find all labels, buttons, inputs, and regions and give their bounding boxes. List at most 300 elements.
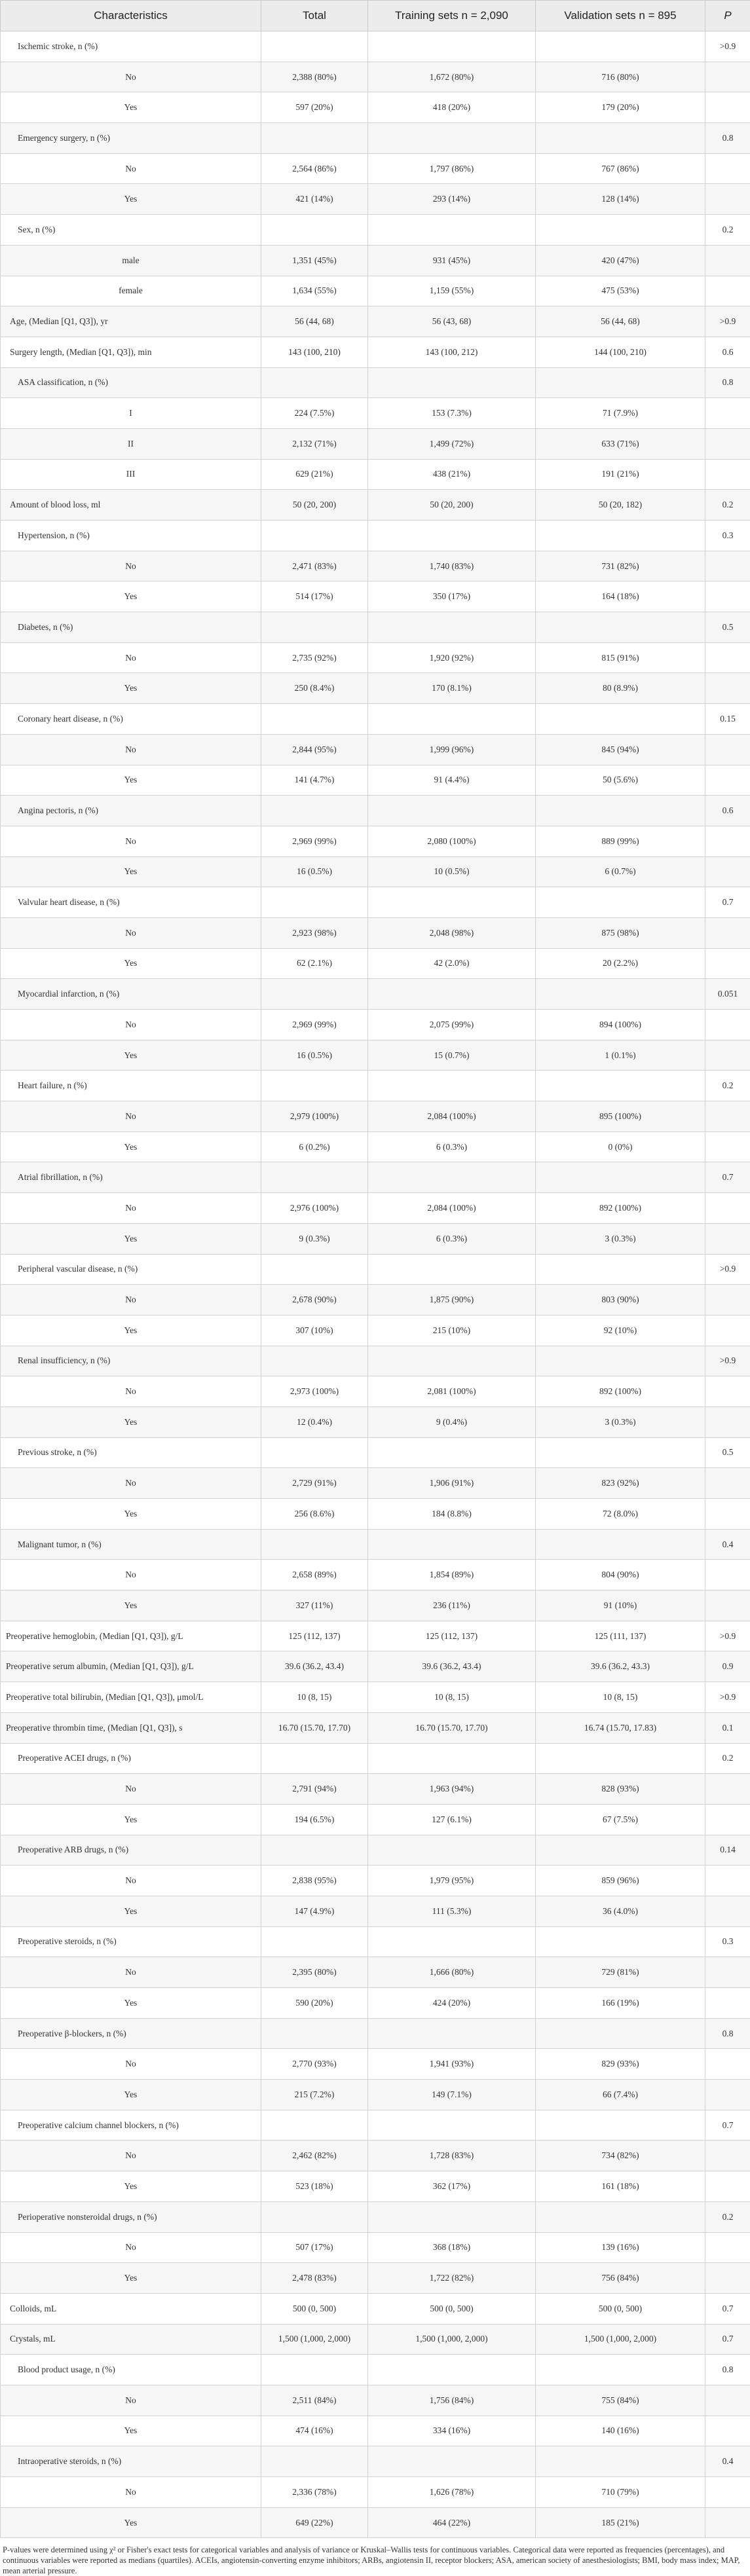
validation-cell: 10 (8, 15) xyxy=(536,1682,705,1713)
validation-cell: 91 (10%) xyxy=(536,1591,705,1621)
total-cell: 2,395 (80%) xyxy=(261,1957,368,1988)
p-value-cell xyxy=(705,673,750,704)
table-row xyxy=(1,2355,750,2385)
validation-cell: 50 (20, 182) xyxy=(536,490,705,521)
characteristic-cell: No xyxy=(1,1560,261,1591)
training-cell: 6 (0.3%) xyxy=(368,1223,536,1254)
validation-cell xyxy=(536,1835,705,1866)
validation-cell: 756 (84%) xyxy=(536,2263,705,2294)
table-row xyxy=(1,1315,750,1346)
training-cell: 293 (14%) xyxy=(368,184,536,215)
training-cell: 1,666 (80%) xyxy=(368,1957,536,1988)
total-cell: 507 (17%) xyxy=(261,2232,368,2263)
training-cell: 1,920 (92%) xyxy=(368,642,536,673)
characteristic-cell: No xyxy=(1,917,261,948)
total-cell xyxy=(261,2201,368,2232)
table-row xyxy=(1,276,750,306)
total-cell: 194 (6.5%) xyxy=(261,1804,368,1835)
characteristic-cell: Ischemic stroke, n (%) xyxy=(1,31,261,62)
table-row xyxy=(1,1651,750,1682)
p-value-cell: 0.5 xyxy=(705,1437,750,1468)
table-row xyxy=(1,1407,750,1437)
characteristic-cell: Yes xyxy=(1,2263,261,2294)
total-cell: 327 (11%) xyxy=(261,1591,368,1621)
table-row xyxy=(1,1591,750,1621)
validation-cell: 1,500 (1,000, 2,000) xyxy=(536,2324,705,2355)
table-row xyxy=(1,1132,750,1162)
p-value-cell: 0.7 xyxy=(705,2293,750,2324)
total-cell: 2,388 (80%) xyxy=(261,62,368,92)
training-cell: 2,084 (100%) xyxy=(368,1101,536,1132)
training-cell: 1,722 (82%) xyxy=(368,2263,536,2294)
validation-cell: 729 (81%) xyxy=(536,1957,705,1988)
p-value-cell: 0.8 xyxy=(705,2355,750,2385)
p-value-cell: 0.7 xyxy=(705,1162,750,1193)
table-row xyxy=(1,1560,750,1591)
table-row xyxy=(1,2018,750,2049)
p-value-cell xyxy=(705,2049,750,2080)
training-cell: 236 (11%) xyxy=(368,1591,536,1621)
training-cell: 1,797 (86%) xyxy=(368,153,536,184)
table-row xyxy=(1,490,750,521)
training-cell: 2,048 (98%) xyxy=(368,917,536,948)
p-value-cell xyxy=(705,398,750,429)
training-cell: 2,075 (99%) xyxy=(368,1010,536,1040)
total-cell: 2,838 (95%) xyxy=(261,1866,368,1896)
characteristic-cell: No xyxy=(1,2141,261,2171)
total-cell xyxy=(261,521,368,551)
validation-cell: 892 (100%) xyxy=(536,1376,705,1407)
training-cell: 2,080 (100%) xyxy=(368,826,536,856)
validation-cell: 6 (0.7%) xyxy=(536,856,705,887)
validation-cell: 845 (94%) xyxy=(536,734,705,765)
p-value-cell xyxy=(705,551,750,581)
total-cell: 514 (17%) xyxy=(261,581,368,612)
total-cell: 474 (16%) xyxy=(261,2416,368,2446)
table-row xyxy=(1,856,750,887)
training-cell xyxy=(368,31,536,62)
table-row xyxy=(1,1254,750,1285)
p-value-cell xyxy=(705,2477,750,2508)
characteristic-cell: Yes xyxy=(1,673,261,704)
training-cell xyxy=(368,1743,536,1774)
total-cell: 39.6 (36.2, 43.4) xyxy=(261,1651,368,1682)
validation-cell: 36 (4.0%) xyxy=(536,1896,705,1926)
p-value-cell xyxy=(705,642,750,673)
validation-cell: 71 (7.9%) xyxy=(536,398,705,429)
table-row xyxy=(1,1040,750,1071)
total-cell: 597 (20%) xyxy=(261,92,368,123)
validation-cell: 66 (7.4%) xyxy=(536,2080,705,2110)
validation-cell xyxy=(536,2110,705,2141)
table-row xyxy=(1,581,750,612)
p-value-cell xyxy=(705,948,750,979)
characteristic-cell: III xyxy=(1,459,261,490)
total-cell: 2,471 (83%) xyxy=(261,551,368,581)
training-cell: 170 (8.1%) xyxy=(368,673,536,704)
validation-cell: 139 (16%) xyxy=(536,2232,705,2263)
characteristic-cell: No xyxy=(1,551,261,581)
total-cell xyxy=(261,2446,368,2477)
characteristic-cell: Yes xyxy=(1,1223,261,1254)
p-value-cell xyxy=(705,1774,750,1805)
table-row xyxy=(1,2385,750,2416)
header-p-value: P xyxy=(705,1,750,31)
p-value-cell: 0.051 xyxy=(705,979,750,1010)
characteristic-cell: Preoperative thrombin time, (Median [Q1, Q3]), s xyxy=(1,1712,261,1743)
p-value-cell xyxy=(705,1866,750,1896)
characteristic-cell: No xyxy=(1,1285,261,1316)
validation-cell xyxy=(536,2018,705,2049)
validation-cell: 710 (79%) xyxy=(536,2477,705,2508)
p-value-cell xyxy=(705,62,750,92)
total-cell xyxy=(261,1437,368,1468)
total-cell xyxy=(261,1926,368,1957)
training-cell xyxy=(368,1835,536,1866)
validation-cell xyxy=(536,31,705,62)
training-cell xyxy=(368,2201,536,2232)
validation-cell xyxy=(536,612,705,643)
table-row xyxy=(1,62,750,92)
p-value-cell: 0.9 xyxy=(705,1651,750,1682)
table-row xyxy=(1,948,750,979)
p-value-cell xyxy=(705,2385,750,2416)
p-value-cell: 0.15 xyxy=(705,704,750,735)
validation-cell xyxy=(536,2201,705,2232)
characteristic-cell: Peripheral vascular disease, n (%) xyxy=(1,1254,261,1285)
characteristic-cell: Preoperative total bilirubin, (Median [Q1, Q3]), μmol/L xyxy=(1,1682,261,1713)
training-cell: 127 (6.1%) xyxy=(368,1804,536,1835)
characteristic-cell: Yes xyxy=(1,1132,261,1162)
p-value-cell xyxy=(705,92,750,123)
table-row xyxy=(1,1499,750,1530)
validation-cell: 50 (5.6%) xyxy=(536,765,705,796)
p-value-cell xyxy=(705,1591,750,1621)
total-cell xyxy=(261,1529,368,1560)
validation-cell: 500 (0, 500) xyxy=(536,2293,705,2324)
validation-cell: 889 (99%) xyxy=(536,826,705,856)
p-value-cell: 0.2 xyxy=(705,2201,750,2232)
total-cell: 2,979 (100%) xyxy=(261,1101,368,1132)
training-cell xyxy=(368,612,536,643)
characteristic-cell: No xyxy=(1,153,261,184)
training-cell: 931 (45%) xyxy=(368,245,536,276)
characteristic-cell: Renal insufficiency, n (%) xyxy=(1,1346,261,1376)
p-value-cell xyxy=(705,1468,750,1499)
table-row xyxy=(1,184,750,215)
validation-cell xyxy=(536,1529,705,1560)
validation-cell: 128 (14%) xyxy=(536,184,705,215)
p-value-cell: 0.1 xyxy=(705,1712,750,1743)
table-row xyxy=(1,428,750,459)
table-row xyxy=(1,1926,750,1957)
training-cell: 91 (4.4%) xyxy=(368,765,536,796)
table-row xyxy=(1,398,750,429)
table-row xyxy=(1,1101,750,1132)
total-cell: 224 (7.5%) xyxy=(261,398,368,429)
table-row xyxy=(1,1621,750,1651)
table-row xyxy=(1,642,750,673)
p-value-cell xyxy=(705,734,750,765)
table-row xyxy=(1,1743,750,1774)
validation-cell: 475 (53%) xyxy=(536,276,705,306)
training-cell xyxy=(368,2018,536,2049)
validation-cell: 20 (2.2%) xyxy=(536,948,705,979)
p-value-cell xyxy=(705,826,750,856)
table-row xyxy=(1,765,750,796)
validation-cell xyxy=(536,887,705,918)
total-cell xyxy=(261,704,368,735)
total-cell: 307 (10%) xyxy=(261,1315,368,1346)
validation-cell xyxy=(536,2446,705,2477)
validation-cell: 164 (18%) xyxy=(536,581,705,612)
characteristic-cell: Previous stroke, n (%) xyxy=(1,1437,261,1468)
total-cell: 2,729 (91%) xyxy=(261,1468,368,1499)
table-row xyxy=(1,215,750,246)
table-row xyxy=(1,306,750,337)
validation-cell: 894 (100%) xyxy=(536,1010,705,1040)
total-cell: 2,658 (89%) xyxy=(261,1560,368,1591)
total-cell: 16.70 (15.70, 17.70) xyxy=(261,1712,368,1743)
training-cell xyxy=(368,2355,536,2385)
validation-cell xyxy=(536,1437,705,1468)
characteristic-cell: No xyxy=(1,1010,261,1040)
table-row xyxy=(1,1285,750,1316)
training-cell xyxy=(368,521,536,551)
training-cell xyxy=(368,704,536,735)
total-cell: 2,973 (100%) xyxy=(261,1376,368,1407)
training-cell: 153 (7.3%) xyxy=(368,398,536,429)
training-cell: 56 (43, 68) xyxy=(368,306,536,337)
characteristic-cell: No xyxy=(1,1376,261,1407)
training-cell: 6 (0.3%) xyxy=(368,1132,536,1162)
training-cell xyxy=(368,1529,536,1560)
training-cell xyxy=(368,1071,536,1101)
table-row xyxy=(1,1162,750,1193)
training-cell: 350 (17%) xyxy=(368,581,536,612)
total-cell: 629 (21%) xyxy=(261,459,368,490)
validation-cell: 179 (20%) xyxy=(536,92,705,123)
total-cell: 2,511 (84%) xyxy=(261,2385,368,2416)
p-value-cell xyxy=(705,2141,750,2171)
characteristic-cell: II xyxy=(1,428,261,459)
training-cell xyxy=(368,367,536,398)
characteristic-cell: Preoperative hemoglobin, (Median [Q1, Q3]), g/L xyxy=(1,1621,261,1651)
p-value-cell: 0.6 xyxy=(705,796,750,826)
training-cell: 1,500 (1,000, 2,000) xyxy=(368,2324,536,2355)
total-cell: 62 (2.1%) xyxy=(261,948,368,979)
table-footnote: P-values were determined using χ² or Fisher's exact tests for categorical variables and analysis of variance or Kruskal–Wallis tests for continuous variables. Categorical data were reported as frequencies (percentages), and continuous variables were reported as medians (quartiles). ACEIs, angiotensin-converting enzyme inhibitors; ARBs, angiotensin II, receptor blockers; ASA, american society of anesthesiologists; BMI, body mass index; MAP, mean arterial pressure. xyxy=(0,2538,750,2576)
p-value-cell xyxy=(705,1376,750,1407)
table-row xyxy=(1,551,750,581)
training-cell: 418 (20%) xyxy=(368,92,536,123)
p-value-cell xyxy=(705,153,750,184)
validation-cell: 755 (84%) xyxy=(536,2385,705,2416)
table-row xyxy=(1,1010,750,1040)
table-row xyxy=(1,2263,750,2294)
p-value-cell xyxy=(705,2232,750,2263)
table-row xyxy=(1,1957,750,1988)
p-value-cell xyxy=(705,2171,750,2202)
validation-cell xyxy=(536,979,705,1010)
training-cell xyxy=(368,979,536,1010)
total-cell: 141 (4.7%) xyxy=(261,765,368,796)
table-row xyxy=(1,887,750,918)
characteristic-cell: Yes xyxy=(1,856,261,887)
total-cell xyxy=(261,1162,368,1193)
validation-cell xyxy=(536,1346,705,1376)
validation-cell: 823 (92%) xyxy=(536,1468,705,1499)
total-cell: 421 (14%) xyxy=(261,184,368,215)
training-cell: 1,875 (90%) xyxy=(368,1285,536,1316)
validation-cell: 3 (0.3%) xyxy=(536,1407,705,1437)
characteristic-cell: Diabetes, n (%) xyxy=(1,612,261,643)
characteristic-cell: Yes xyxy=(1,1804,261,1835)
table-row xyxy=(1,979,750,1010)
table-row xyxy=(1,2324,750,2355)
table-row xyxy=(1,734,750,765)
table-row xyxy=(1,796,750,826)
training-cell: 50 (20, 200) xyxy=(368,490,536,521)
training-cell: 149 (7.1%) xyxy=(368,2080,536,2110)
training-cell: 2,081 (100%) xyxy=(368,1376,536,1407)
total-cell: 125 (112, 137) xyxy=(261,1621,368,1651)
header-validation-sets: Validation sets n = 895 xyxy=(536,1,705,31)
training-cell: 368 (18%) xyxy=(368,2232,536,2263)
characteristic-cell: No xyxy=(1,826,261,856)
total-cell: 500 (0, 500) xyxy=(261,2293,368,2324)
table-row xyxy=(1,1682,750,1713)
training-cell: 125 (112, 137) xyxy=(368,1621,536,1651)
p-value-cell: 0.2 xyxy=(705,490,750,521)
training-cell: 500 (0, 500) xyxy=(368,2293,536,2324)
training-cell xyxy=(368,1437,536,1468)
characteristic-cell: Myocardial infarction, n (%) xyxy=(1,979,261,1010)
training-cell xyxy=(368,2446,536,2477)
total-cell: 2,923 (98%) xyxy=(261,917,368,948)
validation-cell: 633 (71%) xyxy=(536,428,705,459)
characteristic-cell: Yes xyxy=(1,2416,261,2446)
training-cell xyxy=(368,1162,536,1193)
training-cell: 1,728 (83%) xyxy=(368,2141,536,2171)
characteristic-cell: Crystals, mL xyxy=(1,2324,261,2355)
table-row xyxy=(1,1774,750,1805)
characteristic-cell: Yes xyxy=(1,184,261,215)
validation-cell: 892 (100%) xyxy=(536,1193,705,1224)
validation-cell: 0 (0%) xyxy=(536,1132,705,1162)
total-cell: 2,132 (71%) xyxy=(261,428,368,459)
characteristic-cell: Yes xyxy=(1,1499,261,1530)
table-row xyxy=(1,917,750,948)
validation-cell: 804 (90%) xyxy=(536,1560,705,1591)
training-cell: 464 (22%) xyxy=(368,2507,536,2538)
training-cell: 334 (16%) xyxy=(368,2416,536,2446)
training-cell: 10 (8, 15) xyxy=(368,1682,536,1713)
table-row xyxy=(1,2293,750,2324)
validation-cell xyxy=(536,1926,705,1957)
training-cell: 39.6 (36.2, 43.4) xyxy=(368,1651,536,1682)
characteristic-cell: Age, (Median [Q1, Q3]), yr xyxy=(1,306,261,337)
total-cell: 10 (8, 15) xyxy=(261,1682,368,1713)
total-cell: 2,564 (86%) xyxy=(261,153,368,184)
table-row xyxy=(1,367,750,398)
total-cell xyxy=(261,123,368,154)
total-cell: 1,351 (45%) xyxy=(261,245,368,276)
training-cell: 2,084 (100%) xyxy=(368,1193,536,1224)
training-cell: 1,906 (91%) xyxy=(368,1468,536,1499)
training-cell: 438 (21%) xyxy=(368,459,536,490)
total-cell xyxy=(261,367,368,398)
validation-cell: 734 (82%) xyxy=(536,2141,705,2171)
p-value-cell: >0.9 xyxy=(705,1621,750,1651)
table-row xyxy=(1,2232,750,2263)
training-cell: 1,854 (89%) xyxy=(368,1560,536,1591)
p-value-cell xyxy=(705,1193,750,1224)
p-value-cell xyxy=(705,276,750,306)
total-cell: 649 (22%) xyxy=(261,2507,368,2538)
total-cell xyxy=(261,31,368,62)
total-cell xyxy=(261,796,368,826)
total-cell xyxy=(261,1254,368,1285)
characteristic-cell: Yes xyxy=(1,2171,261,2202)
training-cell: 362 (17%) xyxy=(368,2171,536,2202)
table-row xyxy=(1,1804,750,1835)
table-row xyxy=(1,1437,750,1468)
table-row xyxy=(1,1712,750,1743)
validation-cell xyxy=(536,367,705,398)
validation-cell xyxy=(536,123,705,154)
characteristic-cell: Angina pectoris, n (%) xyxy=(1,796,261,826)
table-row xyxy=(1,245,750,276)
table-row xyxy=(1,2416,750,2446)
total-cell xyxy=(261,979,368,1010)
p-value-cell xyxy=(705,917,750,948)
validation-cell: 859 (96%) xyxy=(536,1866,705,1896)
p-value-cell: 0.8 xyxy=(705,2018,750,2049)
training-cell: 424 (20%) xyxy=(368,1988,536,2019)
characteristic-cell: No xyxy=(1,1468,261,1499)
validation-cell xyxy=(536,2355,705,2385)
p-value-cell xyxy=(705,1896,750,1926)
p-value-cell: 0.2 xyxy=(705,1743,750,1774)
total-cell xyxy=(261,2355,368,2385)
validation-cell xyxy=(536,704,705,735)
training-cell: 1,756 (84%) xyxy=(368,2385,536,2416)
characteristic-cell: Preoperative ARB drugs, n (%) xyxy=(1,1835,261,1866)
characteristic-cell: Malignant tumor, n (%) xyxy=(1,1529,261,1560)
training-cell: 1,499 (72%) xyxy=(368,428,536,459)
p-value-cell: 0.3 xyxy=(705,1926,750,1957)
total-cell xyxy=(261,1835,368,1866)
characteristic-cell: Yes xyxy=(1,948,261,979)
training-cell: 9 (0.4%) xyxy=(368,1407,536,1437)
characteristic-cell: Yes xyxy=(1,1988,261,2019)
table-row xyxy=(1,2049,750,2080)
table-row xyxy=(1,31,750,62)
p-value-cell: 0.7 xyxy=(705,887,750,918)
p-value-cell: 0.4 xyxy=(705,2446,750,2477)
p-value-cell xyxy=(705,2507,750,2538)
characteristic-cell: Yes xyxy=(1,1407,261,1437)
table-row xyxy=(1,2141,750,2171)
characteristic-cell: Yes xyxy=(1,1591,261,1621)
total-cell: 16 (0.5%) xyxy=(261,1040,368,1071)
characteristic-cell: Preoperative ACEI drugs, n (%) xyxy=(1,1743,261,1774)
p-value-cell xyxy=(705,2416,750,2446)
p-value-cell: 0.3 xyxy=(705,521,750,551)
p-value-cell: 0.2 xyxy=(705,215,750,246)
characteristic-cell: Preoperative steroids, n (%) xyxy=(1,1926,261,1957)
